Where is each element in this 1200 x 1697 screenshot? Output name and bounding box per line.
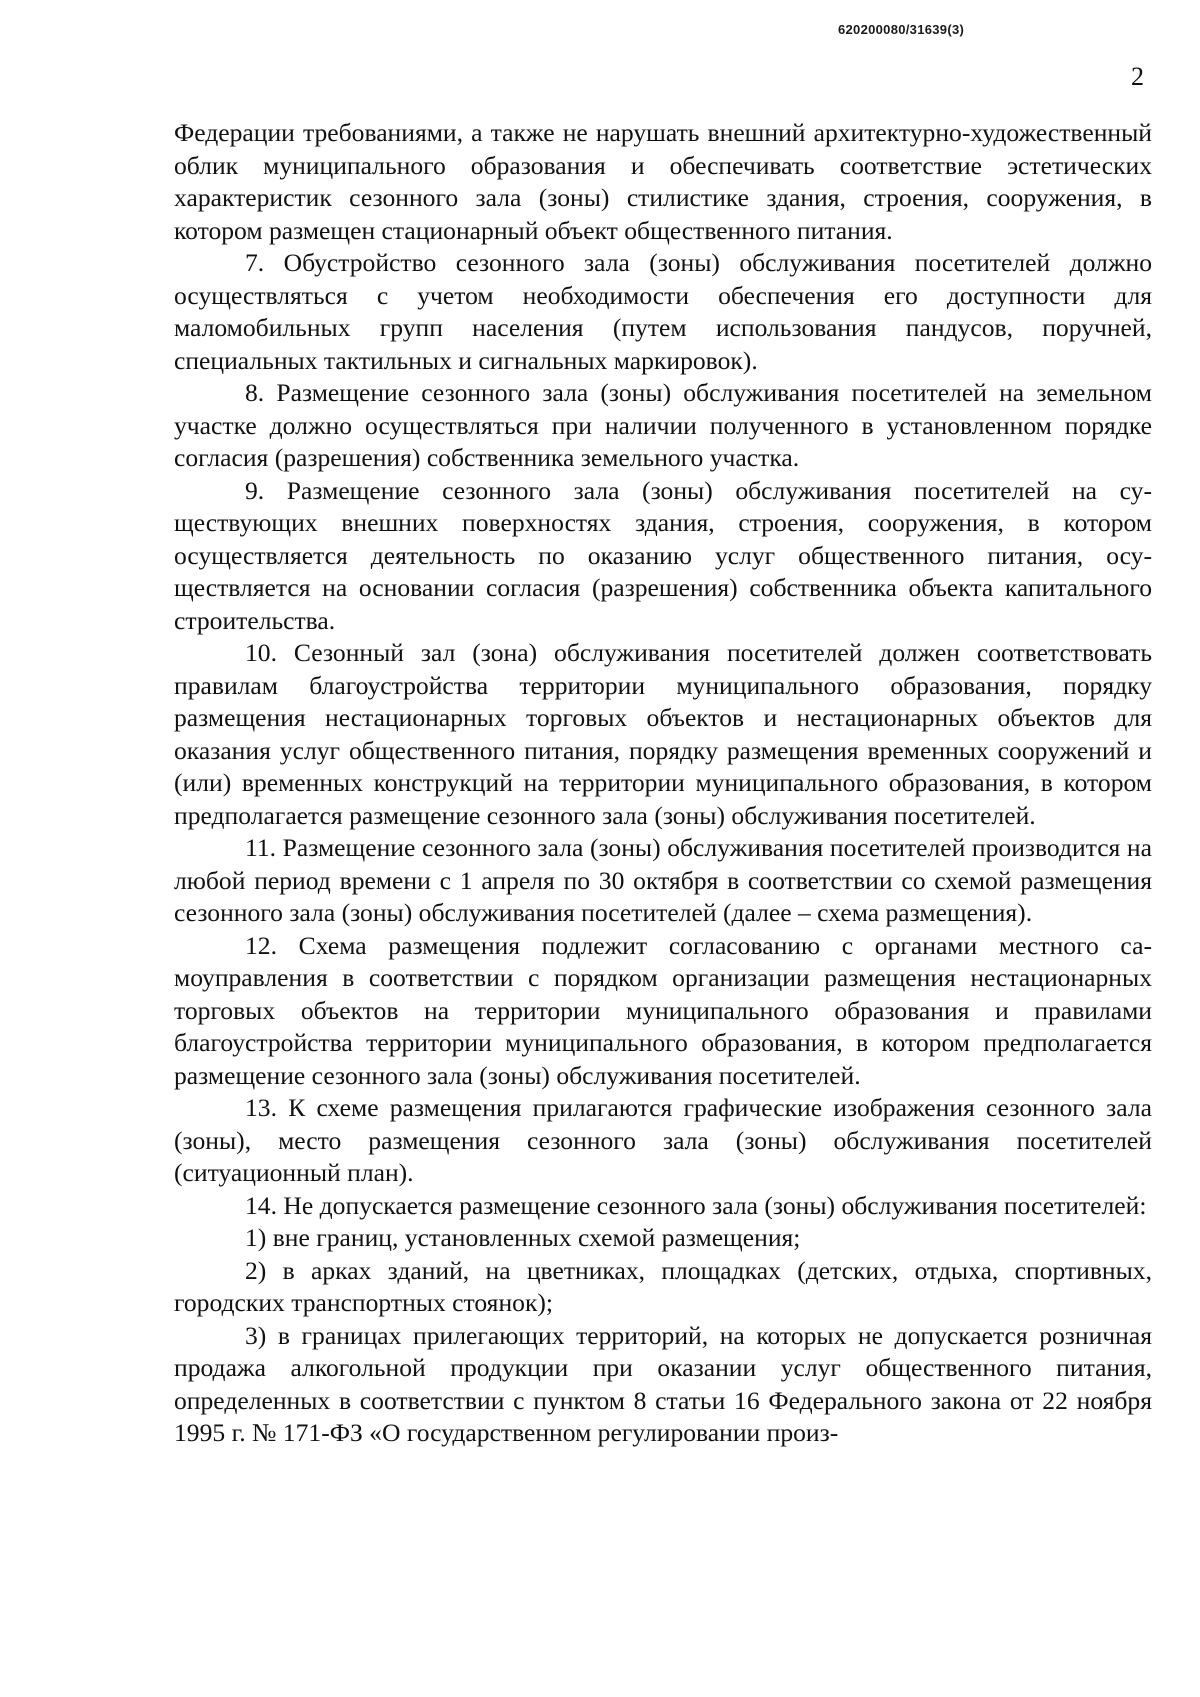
page-number: 2	[1131, 62, 1144, 91]
paragraph-item-12: 12. Схема размещения подлежит согласованию с органами местного самоуправления в соответствии с порядком организации размещения нестационарных торговых объектов на территории муниципального образования и правилами благоустройства территории муниципального образования, в котором предполагается размещение сезонного зала (зоны) обслуживания посетителей.	[174, 930, 1152, 1090]
paragraph-item-13: 13. К схеме размещения прилагаются графические изображения сезонного зала (зоны), место размещения сезонного зала (зоны) обслуживания посетителей (ситуационный план).	[174, 1093, 1152, 1187]
paragraph-item-9: 9. Размещение сезонного зала (зоны) обслуживания посетителей на существующих внешних поверхностях здания, строения, сооружения, в котором осуществляется деятельность по оказанию услуг общественного питания, осуществляется на основании согласия (разрешения) собственника объекта капитального строительства.	[174, 475, 1152, 635]
list-item-14-1: 1) вне границ, установленных схемой размещения;	[245, 1223, 801, 1252]
paragraph-item-7: 7. Обустройство сезонного зала (зоны) обслуживания посетителей должно осуществляться с учетом необходимости обеспечения его доступности для маломобильных групп населения (путем использования пандусов, поручней, специальных тактильных и сигнальных маркировок).	[174, 248, 1152, 375]
list-item-14-3: 3) в границах прилегающих территорий, на которых не допускается розничная продажа алкогольной продукции при оказании услуг общественного питания, определенных в соответствии с пунктом 8 статьи 16 Федерального закона от 22 ноября 1995 г. № 171-ФЗ «О государственном регулировании произ-	[174, 1320, 1152, 1447]
list-item-14-2: 2) в арках зданий, на цветниках, площадках (детских, отдыха, спортивных, городских транспортных стоянок);	[174, 1255, 1152, 1317]
document-body	[174, 117, 1152, 1450]
paragraph-item-11: 11. Размещение сезонного зала (зоны) обслуживания посетителей производится на любой период времени с 1 апреля по 30 октября в соответствии со схемой размещения сезонного зала (зоны) обслуживания посетителей (далее – схема размещения).	[174, 833, 1152, 927]
paragraph-item-10: 10. Сезонный зал (зона) обслуживания посетителей должен соответствовать правилам благоустройства территории муниципального образования, порядку размещения нестационарных торговых объектов и нестационарных объектов для оказания услуг общественного питания, порядку размещения временных сооружений и (или) временных конструкций на территории муниципального образования, в котором предполагается размещение сезонного зала (зоны) обслуживания посетителей.	[174, 638, 1152, 830]
paragraph-item-8: 8. Размещение сезонного зала (зоны) обслуживания посетителей на земельном участке должно осуществляться при наличии полученного в установленном порядке согласия (разрешения) собственника земельного участка.	[174, 378, 1152, 472]
document-id: 620200080/31639(3)	[838, 22, 965, 37]
paragraph-item-14: 14. Не допускается размещение сезонного зала (зоны) обслуживания посетителей:	[245, 1190, 1147, 1220]
paragraph-continuation: Федерации требованиями, а также не нарушать внешний архитектурно-художественный облик муниципального образования и обеспечивать соответствие эстетических характеристик сезонного зала (зоны) стилистике здания, строения, сооружения, в котором размещен стационарный объект общественного питания.	[174, 118, 1152, 245]
